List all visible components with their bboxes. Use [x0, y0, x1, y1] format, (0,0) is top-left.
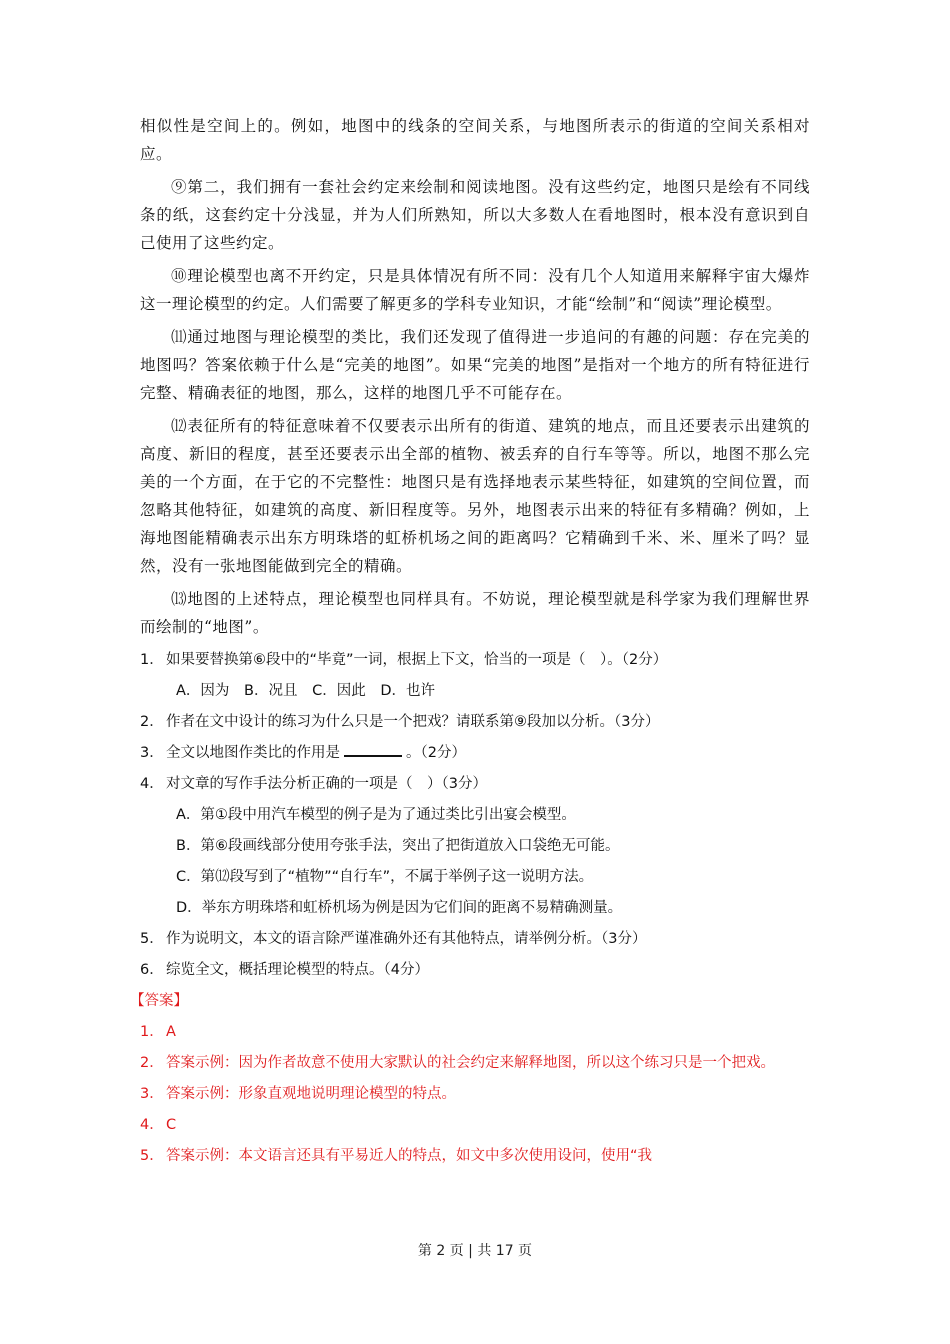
answer-number: 2． [140, 1055, 164, 1071]
question-4-option-b: B．第⑥段画线部分使用夸张手法，突出了把街道放入口袋绝无可能。 [176, 838, 620, 854]
option-d: D．也许 [380, 683, 435, 699]
paragraph-9: ⑨第二，我们拥有一套社会约定来绘制和阅读地图。没有这些约定，地图只是绘有不同线条的纸，这套约定十分浅显，并为人们所熟知，所以大多数人在看地图时，根本没有意识到自己使用了这些约定。 [140, 178, 810, 252]
question-number: 1． [140, 652, 164, 668]
paragraph-12: ⑿表征所有的特征意味着不仅要表示出所有的街道、建筑的地点，而且还要表示出建筑的高度、新旧的程度，甚至还要表示出全部的植物、被丢弃的自行车等等。所以，地图不那么完美的一个方面，在于它的不完整性：地图只是有选择地表示某些特征，如建筑的空间位置，而忽略其他特征，如建筑的高度、新旧程度等。另外，地图表示出来的特征有多精确？例如，上海地图能精确表示出东方明珠塔的虹桥机场之间的距离吗？它精确到千米、米、厘米了吗？显然，没有一张地图能做到完全的精确。 [140, 417, 810, 575]
question-text-before: 全文以地图作类比的作用是 [166, 745, 340, 761]
question-number: 5． [140, 931, 164, 947]
answer-1 [140, 1018, 810, 1046]
option-c: C．因此 [312, 683, 366, 699]
question-1 [140, 646, 810, 674]
answer-text: 答案示例：因为作者故意不使用大家默认的社会约定来解释地图，所以这个练习只是一个把戏。 [166, 1055, 775, 1071]
option-a: A．因为 [176, 683, 230, 699]
answers-heading: 【答案】 [130, 993, 188, 1009]
answer-4 [140, 1111, 810, 1139]
question-1-options [176, 677, 810, 705]
question-text: 如果要替换第⑥段中的“毕竟”一词，根据上下文，恰当的一项是（ ）。（2分） [166, 652, 668, 668]
answer-number: 4． [140, 1117, 164, 1133]
question-3 [140, 739, 810, 767]
paragraph-11: ⑾通过地图与理论模型的类比，我们还发现了值得进一步追问的有趣的问题：存在完美的地图吗？答案依赖于什么是“完美的地图”。如果“完美的地图”是指对一个地方的所有特征进行完整、精确表征的地图，那么，这样的地图几乎不可能存在。 [140, 328, 810, 402]
question-text: 作为说明文，本文的语言除严谨准确外还有其他特点，请举例分析。（3分） [166, 931, 647, 947]
question-text: 综览全文，概括理论模型的特点。（4分） [166, 962, 429, 978]
paragraph-8-continuation: 相似性是空间上的。例如，地图中的线条的空间关系，与地图所表示的街道的空间关系相对应。 [140, 117, 810, 163]
answer-number: 5． [140, 1148, 164, 1164]
question-text: 对文章的写作手法分析正确的一项是（ ）（3分） [166, 776, 487, 792]
question-number: 2． [140, 714, 164, 730]
page-footer: 第 2 页 | 共 17 页 [417, 1243, 533, 1259]
answer-text: 答案示例：形象直观地说明理论模型的特点。 [166, 1086, 456, 1102]
page-content [130, 112, 810, 1173]
fill-in-blank [344, 739, 402, 757]
option-b: B．况且 [244, 683, 298, 699]
answer-text: 答案示例：本文语言还具有平易近人的特点，如文中多次使用设问，使用“我 [166, 1148, 653, 1164]
question-number: 3． [140, 745, 164, 761]
question-6 [140, 956, 810, 984]
question-text: 作者在文中设计的练习为什么只是一个把戏？请联系第⑨段加以分析。（3分） [166, 714, 660, 730]
question-4-option-a: A．第①段中用汽车模型的例子是为了通过类比引出宴会模型。 [176, 807, 576, 823]
answer-5 [140, 1142, 810, 1170]
answer-number: 3． [140, 1086, 164, 1102]
question-4-option-d: D．举东方明珠塔和虹桥机场为例是因为它们间的距离不易精确测量。 [176, 900, 623, 916]
paragraph-10: ⑩理论模型也离不开约定，只是具体情况有所不同：没有几个人知道用来解释宇宙大爆炸这一理论模型的约定。人们需要了解更多的学科专业知识，才能“绘制”和“阅读”理论模型。 [140, 267, 810, 313]
paragraph-13: ⒀地图的上述特点，理论模型也同样具有。不妨说，理论模型就是科学家为我们理解世界而绘制的“地图”。 [140, 590, 810, 636]
answer-text: A [166, 1024, 176, 1040]
answer-number: 1． [140, 1024, 164, 1040]
question-5 [140, 925, 810, 953]
question-4 [140, 770, 810, 798]
answer-text: C [166, 1117, 177, 1133]
question-number: 4． [140, 776, 164, 792]
question-text-after: 。（2分） [406, 745, 466, 761]
question-4-option-c: C．第⑿段写到了“植物”“自行车”，不属于举例子这一说明方法。 [176, 869, 594, 885]
question-2 [140, 708, 810, 736]
answer-3 [140, 1080, 810, 1108]
answer-2 [140, 1049, 810, 1077]
question-number: 6． [140, 962, 164, 978]
